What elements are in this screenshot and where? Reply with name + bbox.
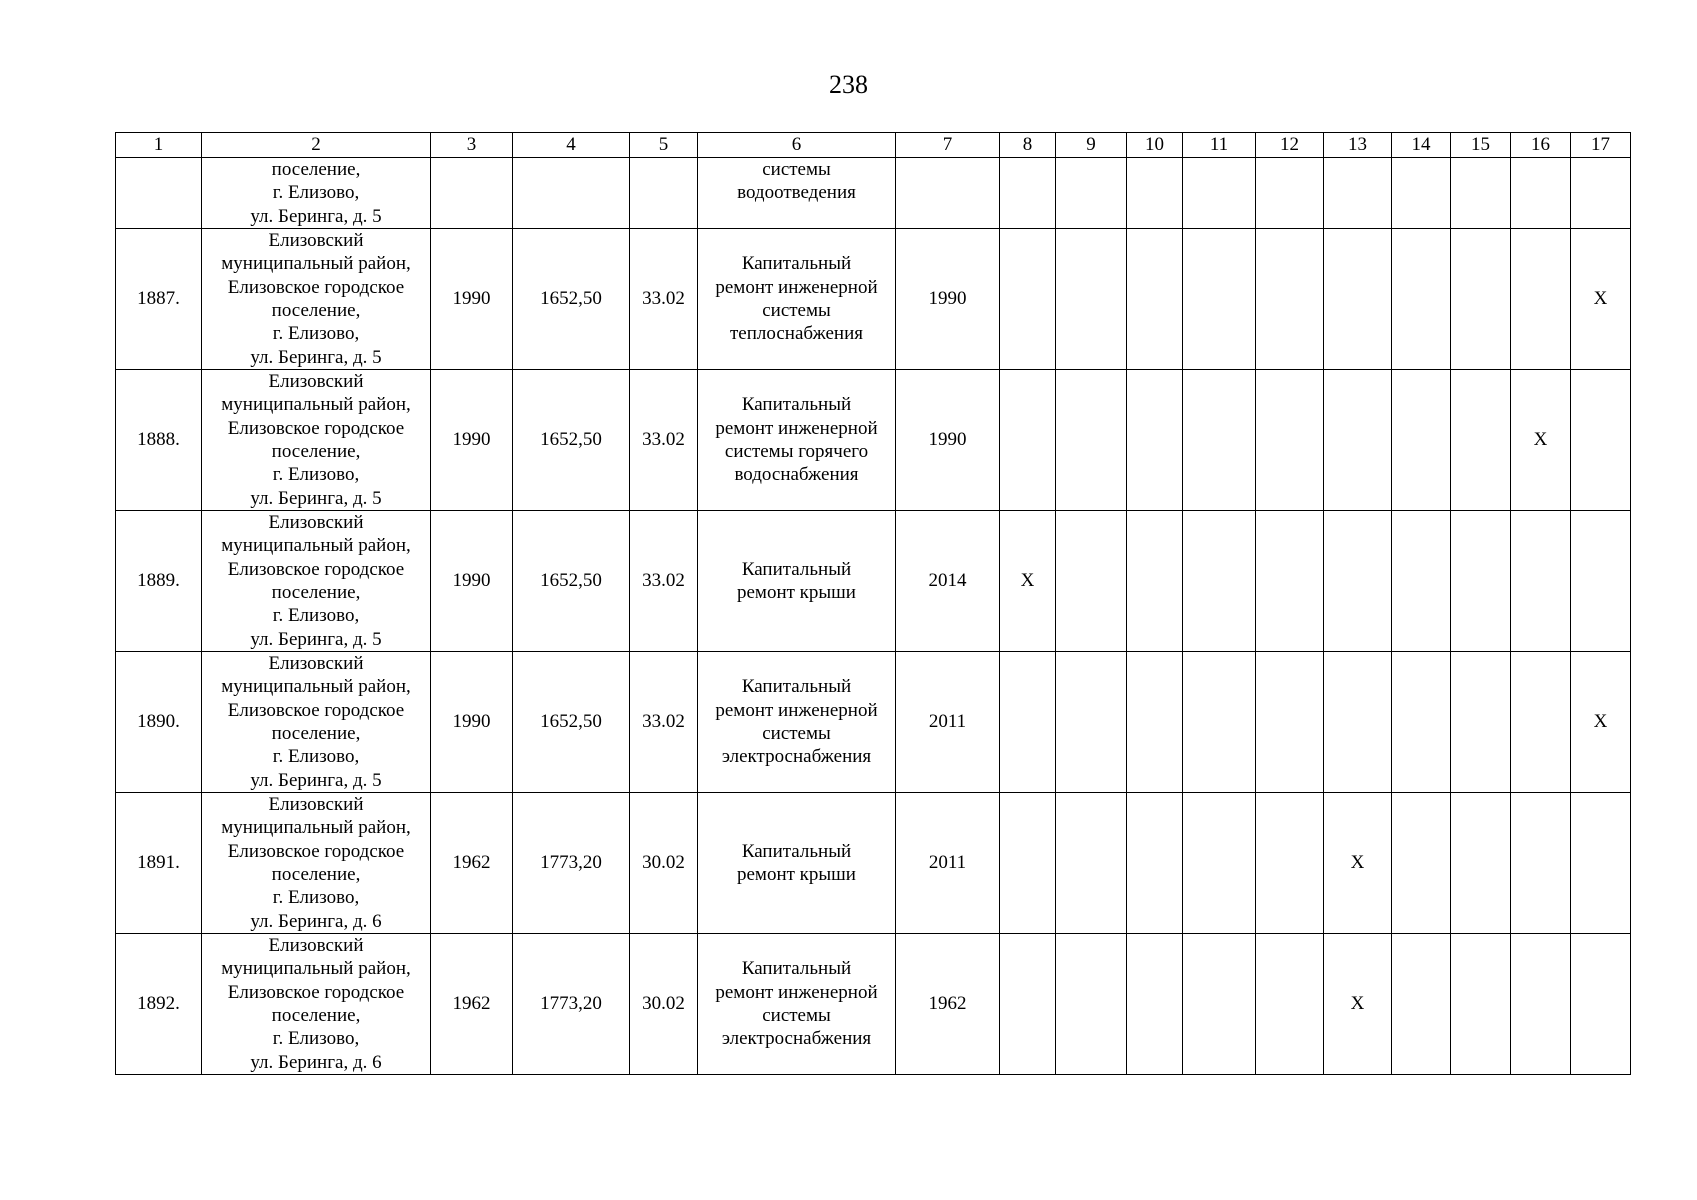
mark-cell: [1056, 652, 1127, 793]
column-header: 8: [1000, 133, 1056, 158]
mark-cell: [1056, 793, 1127, 934]
address-line: поселение,: [271, 864, 361, 885]
last-repair-cell: 2014: [896, 511, 1000, 652]
row-number-cell: 1888.: [116, 370, 202, 511]
work-type-cell: [698, 370, 896, 511]
mark-cell: [1392, 934, 1451, 1075]
wear-cell: 33.02: [630, 511, 698, 652]
mark-cell: [1451, 229, 1511, 370]
mark-cell: [1511, 652, 1571, 793]
mark-cell: [1183, 370, 1256, 511]
mark-cell-checked: X: [1000, 511, 1056, 652]
mark-cell: [1056, 934, 1127, 1075]
work-type-cell: [698, 934, 896, 1075]
mark-cell: [1451, 652, 1511, 793]
work-line: ремонт инженерной: [715, 417, 878, 439]
mark-cell: [1127, 934, 1183, 1075]
mark-cell: [1056, 229, 1127, 370]
mark-cell: [1127, 229, 1183, 370]
repair-registry-table: [115, 132, 1631, 1075]
column-header: 16: [1511, 133, 1571, 158]
wear-cell: 30.02: [630, 793, 698, 934]
table-row: [116, 793, 1631, 934]
mark-cell: [1256, 652, 1324, 793]
work-line: системы: [762, 1005, 831, 1026]
address-line: г. Елизово,: [272, 1028, 360, 1050]
work-type-cell: [698, 652, 896, 793]
address-line: Елизовский: [268, 653, 364, 675]
mark-cell: [1183, 934, 1256, 1075]
mark-cell-checked: X: [1511, 370, 1571, 511]
year-cell: 1962: [431, 934, 513, 1075]
mark-cell: [1511, 793, 1571, 934]
row-number-cell: 1890.: [116, 652, 202, 793]
mark-cell: [1511, 158, 1571, 229]
area-cell: 1773,20: [513, 793, 630, 934]
mark-cell: [1392, 370, 1451, 511]
work-type-cell: [698, 511, 896, 652]
address-line: поселение,: [271, 159, 361, 180]
column-header: 10: [1127, 133, 1183, 158]
address-line: Елизовский: [268, 512, 364, 534]
mark-cell: [1571, 511, 1631, 652]
mark-cell: [1256, 158, 1324, 229]
column-header: 9: [1056, 133, 1127, 158]
mark-cell: [1392, 511, 1451, 652]
address-line: Елизовское городское: [227, 699, 405, 721]
year-cell: 1990: [431, 652, 513, 793]
mark-cell: [1000, 158, 1056, 229]
table-row: [116, 652, 1631, 793]
work-line: системы: [762, 159, 831, 180]
mark-cell: [1392, 158, 1451, 229]
address-line: ул. Беринга, д. 6: [250, 910, 382, 932]
mark-cell: [1000, 370, 1056, 511]
address-line: г. Елизово,: [272, 182, 360, 204]
year-cell: 1990: [431, 370, 513, 511]
mark-cell-checked: X: [1571, 229, 1631, 370]
year-cell: [431, 158, 513, 229]
mark-cell: [1183, 158, 1256, 229]
mark-cell: [1392, 229, 1451, 370]
address-line: поселение,: [271, 441, 361, 462]
mark-cell: [1324, 370, 1392, 511]
table-row: [116, 511, 1631, 652]
mark-cell: [1324, 652, 1392, 793]
column-header: 5: [630, 133, 698, 158]
mark-cell: [1127, 511, 1183, 652]
mark-cell: [1324, 511, 1392, 652]
address-line: Елизовский: [268, 794, 364, 816]
area-cell: 1652,50: [513, 229, 630, 370]
mark-cell: [1571, 370, 1631, 511]
mark-cell: [1392, 793, 1451, 934]
address-line: муниципальный район,: [221, 535, 411, 557]
area-cell: [513, 158, 630, 229]
column-header: 11: [1183, 133, 1256, 158]
wear-cell: [630, 158, 698, 229]
address-line: Елизовский: [268, 371, 364, 393]
work-line: Капитальный: [741, 840, 852, 862]
last-repair-cell: 1990: [896, 229, 1000, 370]
address-line: поселение,: [271, 1005, 361, 1026]
mark-cell: [1183, 229, 1256, 370]
address-line: муниципальный район,: [221, 958, 411, 980]
work-line: системы: [762, 300, 831, 321]
mark-cell: [1183, 652, 1256, 793]
wear-cell: 30.02: [630, 934, 698, 1075]
mark-cell: [1000, 934, 1056, 1075]
work-line: Капитальный: [741, 676, 852, 698]
address-line: Елизовский: [268, 935, 364, 957]
row-number-cell: 1892.: [116, 934, 202, 1075]
mark-cell: [1056, 370, 1127, 511]
mark-cell: [1000, 652, 1056, 793]
address-cell: [202, 511, 431, 652]
mark-cell: [1571, 793, 1631, 934]
address-cell: [202, 229, 431, 370]
work-line: ремонт инженерной: [715, 981, 878, 1003]
continuation-row: [116, 158, 1631, 229]
mark-cell: [1056, 158, 1127, 229]
row-number-cell: 1889.: [116, 511, 202, 652]
mark-cell: [1056, 511, 1127, 652]
work-type-cell: [698, 793, 896, 934]
address-line: поселение,: [271, 582, 361, 603]
mark-cell: [1451, 370, 1511, 511]
address-line: ул. Беринга, д. 5: [250, 205, 382, 227]
last-repair-cell: 2011: [896, 652, 1000, 793]
area-cell: 1652,50: [513, 370, 630, 511]
work-line: системы: [762, 723, 831, 744]
work-line: Капитальный: [741, 394, 852, 416]
column-header: 7: [896, 133, 1000, 158]
work-line: ремонт инженерной: [715, 699, 878, 721]
mark-cell: [1571, 158, 1631, 229]
table-row: [116, 229, 1631, 370]
column-header: 6: [698, 133, 896, 158]
address-line: ул. Беринга, д. 5: [250, 628, 382, 650]
column-header: 17: [1571, 133, 1631, 158]
address-line: Елизовское городское: [227, 981, 405, 1003]
work-line: водоснабжения: [734, 464, 859, 486]
address-line: ул. Беринга, д. 5: [250, 487, 382, 509]
address-line: муниципальный район,: [221, 676, 411, 698]
address-line: муниципальный район,: [221, 817, 411, 839]
mark-cell-checked: X: [1324, 934, 1392, 1075]
address-line: поселение,: [271, 723, 361, 744]
mark-cell: [1127, 158, 1183, 229]
year-cell: 1990: [431, 511, 513, 652]
address-line: муниципальный район,: [221, 253, 411, 275]
address-line: г. Елизово,: [272, 887, 360, 909]
column-header: 14: [1392, 133, 1451, 158]
table-row: [116, 934, 1631, 1075]
mark-cell: [1451, 793, 1511, 934]
column-header: 1: [116, 133, 202, 158]
address-line: Елизовское городское: [227, 558, 405, 580]
mark-cell: [1451, 158, 1511, 229]
address-cell: [202, 652, 431, 793]
work-line: ремонт крыши: [737, 864, 856, 885]
mark-cell: [1256, 793, 1324, 934]
mark-cell: [1324, 158, 1392, 229]
address-cell: [202, 370, 431, 511]
address-line: г. Елизово,: [272, 464, 360, 486]
work-line: теплоснабжения: [730, 323, 863, 345]
mark-cell: [1000, 229, 1056, 370]
mark-cell: [1000, 793, 1056, 934]
year-cell: 1962: [431, 793, 513, 934]
row-number-cell: [116, 158, 202, 229]
mark-cell-checked: X: [1571, 652, 1631, 793]
table-row: [116, 370, 1631, 511]
address-line: ул. Беринга, д. 5: [250, 346, 382, 368]
mark-cell-checked: X: [1324, 793, 1392, 934]
mark-cell: [1511, 229, 1571, 370]
address-line: г. Елизово,: [272, 746, 360, 768]
work-line: электроснабжения: [721, 746, 872, 768]
address-line: Елизовское городское: [227, 417, 405, 439]
address-line: Елизовское городское: [227, 840, 405, 862]
year-cell: 1990: [431, 229, 513, 370]
work-type-cell: [698, 158, 896, 229]
mark-cell: [1571, 934, 1631, 1075]
last-repair-cell: 1962: [896, 934, 1000, 1075]
mark-cell: [1183, 793, 1256, 934]
column-header: 13: [1324, 133, 1392, 158]
mark-cell: [1256, 511, 1324, 652]
wear-cell: 33.02: [630, 652, 698, 793]
address-line: г. Елизово,: [272, 323, 360, 345]
address-cell: [202, 793, 431, 934]
mark-cell: [1256, 934, 1324, 1075]
address-line: ул. Беринга, д. 6: [250, 1051, 382, 1073]
work-line: ремонт инженерной: [715, 276, 878, 298]
work-type-cell: [698, 229, 896, 370]
mark-cell: [1451, 511, 1511, 652]
work-line: водоотведения: [737, 182, 856, 204]
table-body: [116, 133, 1631, 1075]
wear-cell: 33.02: [630, 229, 698, 370]
row-number-cell: 1887.: [116, 229, 202, 370]
mark-cell: [1256, 229, 1324, 370]
address-line: муниципальный район,: [221, 394, 411, 416]
mark-cell: [1324, 229, 1392, 370]
column-header: 4: [513, 133, 630, 158]
column-number-header-row: [116, 133, 1631, 158]
mark-cell: [1392, 652, 1451, 793]
work-line: системы горячего: [724, 441, 869, 462]
mark-cell: [1256, 370, 1324, 511]
mark-cell: [1127, 370, 1183, 511]
address-cell: [202, 158, 431, 229]
address-line: Елизовский: [268, 230, 364, 252]
last-repair-cell: [896, 158, 1000, 229]
work-line: Капитальный: [741, 558, 852, 580]
mark-cell: [1183, 511, 1256, 652]
address-line: г. Елизово,: [272, 605, 360, 627]
work-line: электроснабжения: [721, 1028, 872, 1050]
last-repair-cell: 1990: [896, 370, 1000, 511]
address-cell: [202, 934, 431, 1075]
column-header: 12: [1256, 133, 1324, 158]
wear-cell: 33.02: [630, 370, 698, 511]
page-number: 238: [829, 70, 868, 99]
mark-cell: [1127, 652, 1183, 793]
area-cell: 1652,50: [513, 511, 630, 652]
column-header: 3: [431, 133, 513, 158]
mark-cell: [1127, 793, 1183, 934]
mark-cell: [1451, 934, 1511, 1075]
work-line: ремонт крыши: [737, 582, 856, 603]
mark-cell: [1511, 934, 1571, 1075]
area-cell: 1773,20: [513, 934, 630, 1075]
column-header: 2: [202, 133, 431, 158]
address-line: ул. Беринга, д. 5: [250, 769, 382, 791]
column-header: 15: [1451, 133, 1511, 158]
address-line: поселение,: [271, 300, 361, 321]
work-line: Капитальный: [741, 253, 852, 275]
address-line: Елизовское городское: [227, 276, 405, 298]
row-number-cell: 1891.: [116, 793, 202, 934]
last-repair-cell: 2011: [896, 793, 1000, 934]
area-cell: 1652,50: [513, 652, 630, 793]
work-line: Капитальный: [741, 958, 852, 980]
mark-cell: [1511, 511, 1571, 652]
